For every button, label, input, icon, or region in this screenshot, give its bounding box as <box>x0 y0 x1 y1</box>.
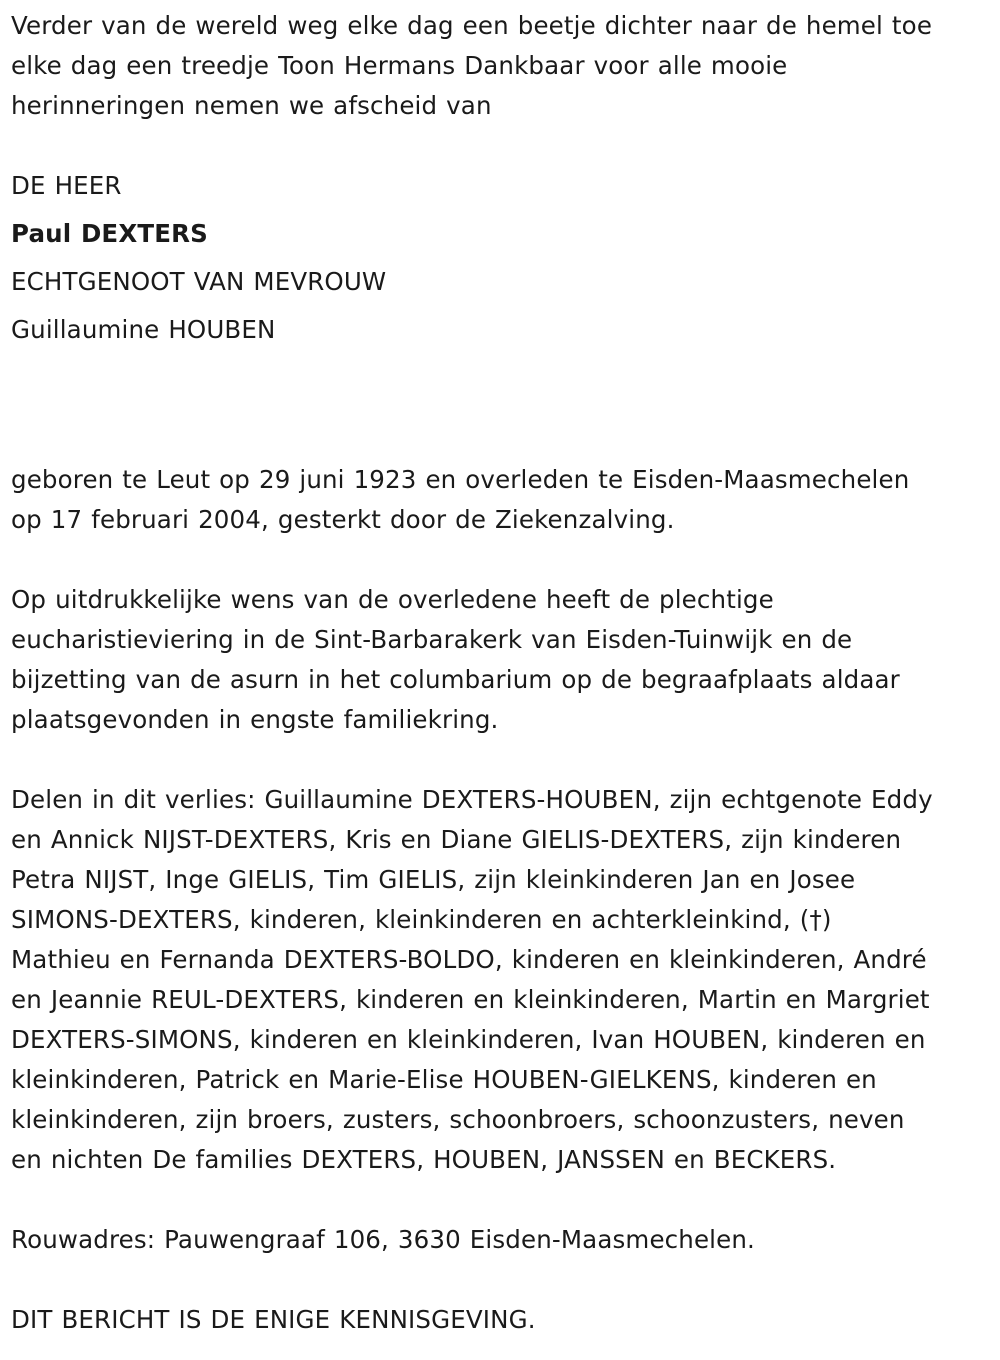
family-line: Mathieu en Fernanda DEXTERS-BOLDO, kinderen en kleinkinderen, André <box>11 945 927 974</box>
ceremony-line: plaatsgevonden in engste familiekring. <box>11 705 499 734</box>
address-paragraph <box>11 1220 991 1260</box>
family-line: DEXTERS-SIMONS, kinderen en kleinkinderen, Ivan HOUBEN, kinderen en <box>11 1025 926 1054</box>
deceased-name: Paul DEXTERS <box>11 219 208 248</box>
ceremony-line: Op uitdrukkelijke wens van de overledene heeft de plechtige <box>11 585 774 614</box>
family-line: kleinkinderen, Patrick en Marie-Elise HOUBEN-GIELKENS, kinderen en <box>11 1065 877 1094</box>
birth-death-line: op 17 februari 2004, gesterkt door de Ziekenzalving. <box>11 505 675 534</box>
family-line: en nichten De families DEXTERS, HOUBEN, JANSSEN en BECKERS. <box>11 1145 837 1174</box>
deceased-block <box>11 162 991 354</box>
birth-death-paragraph <box>11 460 991 540</box>
ceremony-line: eucharistieviering in de Sint-Barbarakerk van Eisden-Tuinwijk en de <box>11 625 853 654</box>
obituary-document <box>11 6 991 1340</box>
family-line: Delen in dit verlies: Guillaumine DEXTERS-HOUBEN, zijn echtgenote Eddy <box>11 785 933 814</box>
family-line: en Jeannie REUL-DEXTERS, kinderen en kleinkinderen, Martin en Margriet <box>11 985 930 1014</box>
intro-line: herinneringen nemen we afscheid van <box>11 91 492 120</box>
ceremony-paragraph <box>11 580 991 740</box>
birth-death-line: geboren te Leut op 29 juni 1923 en overleden te Eisden-Maasmechelen <box>11 465 910 494</box>
spouse-name: Guillaumine HOUBEN <box>11 315 276 344</box>
deceased-title: DE HEER <box>11 171 122 200</box>
family-paragraph <box>11 780 991 1180</box>
official-notice: DIT BERICHT IS DE ENIGE KENNISGEVING. <box>11 1305 536 1334</box>
mourning-address: Rouwadres: Pauwengraaf 106, 3630 Eisden-Maasmechelen. <box>11 1225 755 1254</box>
family-line: en Annick NIJST-DEXTERS, Kris en Diane GIELIS-DEXTERS, zijn kinderen <box>11 825 902 854</box>
ceremony-line: bijzetting van de asurn in het columbarium op de begraafplaats aldaar <box>11 665 900 694</box>
family-line: Petra NIJST, Inge GIELIS, Tim GIELIS, zijn kleinkinderen Jan en Josee <box>11 865 856 894</box>
deceased-relation: ECHTGENOOT VAN MEVROUW <box>11 267 387 296</box>
intro-line: Verder van de wereld weg elke dag een beetje dichter naar de hemel toe <box>11 11 933 40</box>
family-line: kleinkinderen, zijn broers, zusters, schoonbroers, schoonzusters, neven <box>11 1105 905 1134</box>
notice-paragraph <box>11 1300 991 1340</box>
intro-line: elke dag een treedje Toon Hermans Dankbaar voor alle mooie <box>11 51 788 80</box>
family-line: SIMONS-DEXTERS, kinderen, kleinkinderen en achterkleinkind, (†) <box>11 905 832 934</box>
intro-paragraph <box>11 6 991 126</box>
